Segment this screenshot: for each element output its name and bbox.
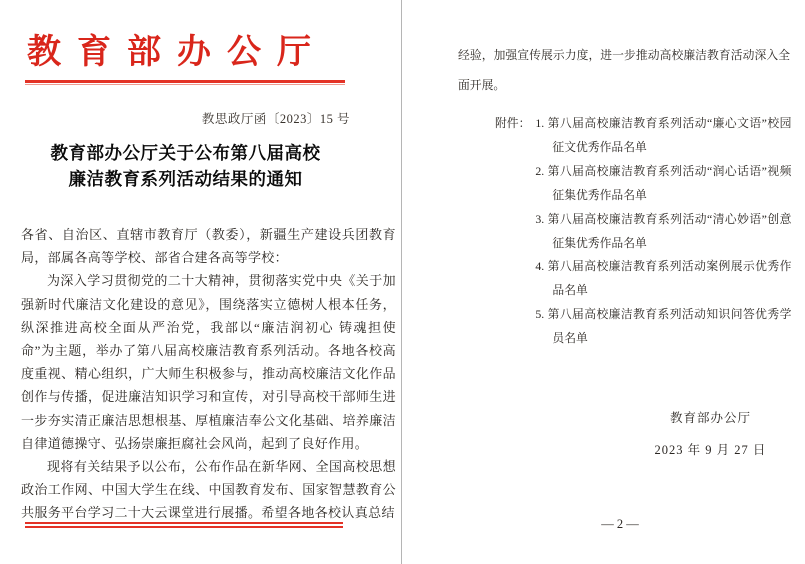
signature-date: 2023 年 9 月 27 日: [654, 443, 767, 457]
page-number: — 2 —: [601, 517, 639, 531]
attachment-item-5: 5. 第八届高校廉洁教育系列活动知识问答优秀学员名单: [535, 307, 792, 346]
header-rule-thick-line: [25, 80, 345, 83]
attachments-label: 附件：: [495, 116, 531, 130]
doc-title-line2: 廉洁教育系列活动结果的通知: [68, 169, 303, 189]
agency-header: 教育部办公厅: [27, 34, 327, 71]
signature-agency: 教育部办公厅: [669, 411, 751, 425]
page-divider: [401, 0, 402, 564]
paragraph-continuation: 经验，加强宣传展示力度，进一步推动高校廉洁教育活动深入全面开展。: [458, 48, 790, 92]
footer-rule: [25, 522, 343, 528]
doc-number: 教思政厅函〔2023〕15 号: [201, 112, 350, 126]
header-rule: [25, 80, 345, 85]
footer-rule-lower-line: [25, 526, 343, 528]
paragraph-body-1: 为深入学习贯彻党的二十大精神，贯彻落实党中央《关于加强新时代廉洁文化建设的意见》，围绕落实立德树人根本任务，纵深推进高校全面从严治党，我部以“廉洁润初心 铸魂担使命”为主题，举办了第八届高校廉洁教育系列活动。各地各校高度重视、精心组织，广大师生积极参与，推动高校廉洁文化作品创作与传播，促进廉洁知识学习和宣传，对引导高校干部师生进一步夯实清正廉洁思想根基、厚植廉洁奉公文化基础、培养廉洁自律道德操守、弘扬崇廉拒腐社会风尚，起到了良好作用。: [21, 273, 396, 451]
attachment-item-4: 4. 第八届高校廉洁教育系列活动案例展示优秀作品名单: [535, 259, 792, 298]
doc-title: [13, 140, 358, 192]
attachments-list: [535, 112, 791, 351]
attachment-item-3: 3. 第八届高校廉洁教育系列活动“清心妙语”创意征集优秀作品名单: [535, 211, 792, 250]
signature-block: [608, 402, 805, 466]
paragraph-body-2: 现将有关结果予以公布，公布作品在新华网、全国高校思想政治工作网、中国大学生在线、中国教育发布、国家智慧教育公共服务平台学习二十大云课堂进行展播。希望各地各校认真总结: [21, 459, 396, 521]
paragraph-salutation: 各省、自治区、直辖市教育厅（教委），新疆生产建设兵团教育局，部属各高等学校、部省合建各高等学校：: [21, 227, 396, 266]
footer-rule-upper-line: [25, 522, 343, 524]
attachment-item-1: 1. 第八届高校廉洁教育系列活动“廉心文语”校园征文优秀作品名单: [535, 116, 792, 154]
doc-title-line1: 教育部办公厅关于公布第八届高校: [50, 143, 321, 163]
attachments-block: [495, 112, 795, 351]
attachment-item-2: 2. 第八届高校廉洁教育系列活动“润心话语”视频征集优秀作品名单: [535, 163, 792, 202]
header-rule-thin-line: [25, 84, 345, 85]
body-text: [21, 223, 396, 525]
